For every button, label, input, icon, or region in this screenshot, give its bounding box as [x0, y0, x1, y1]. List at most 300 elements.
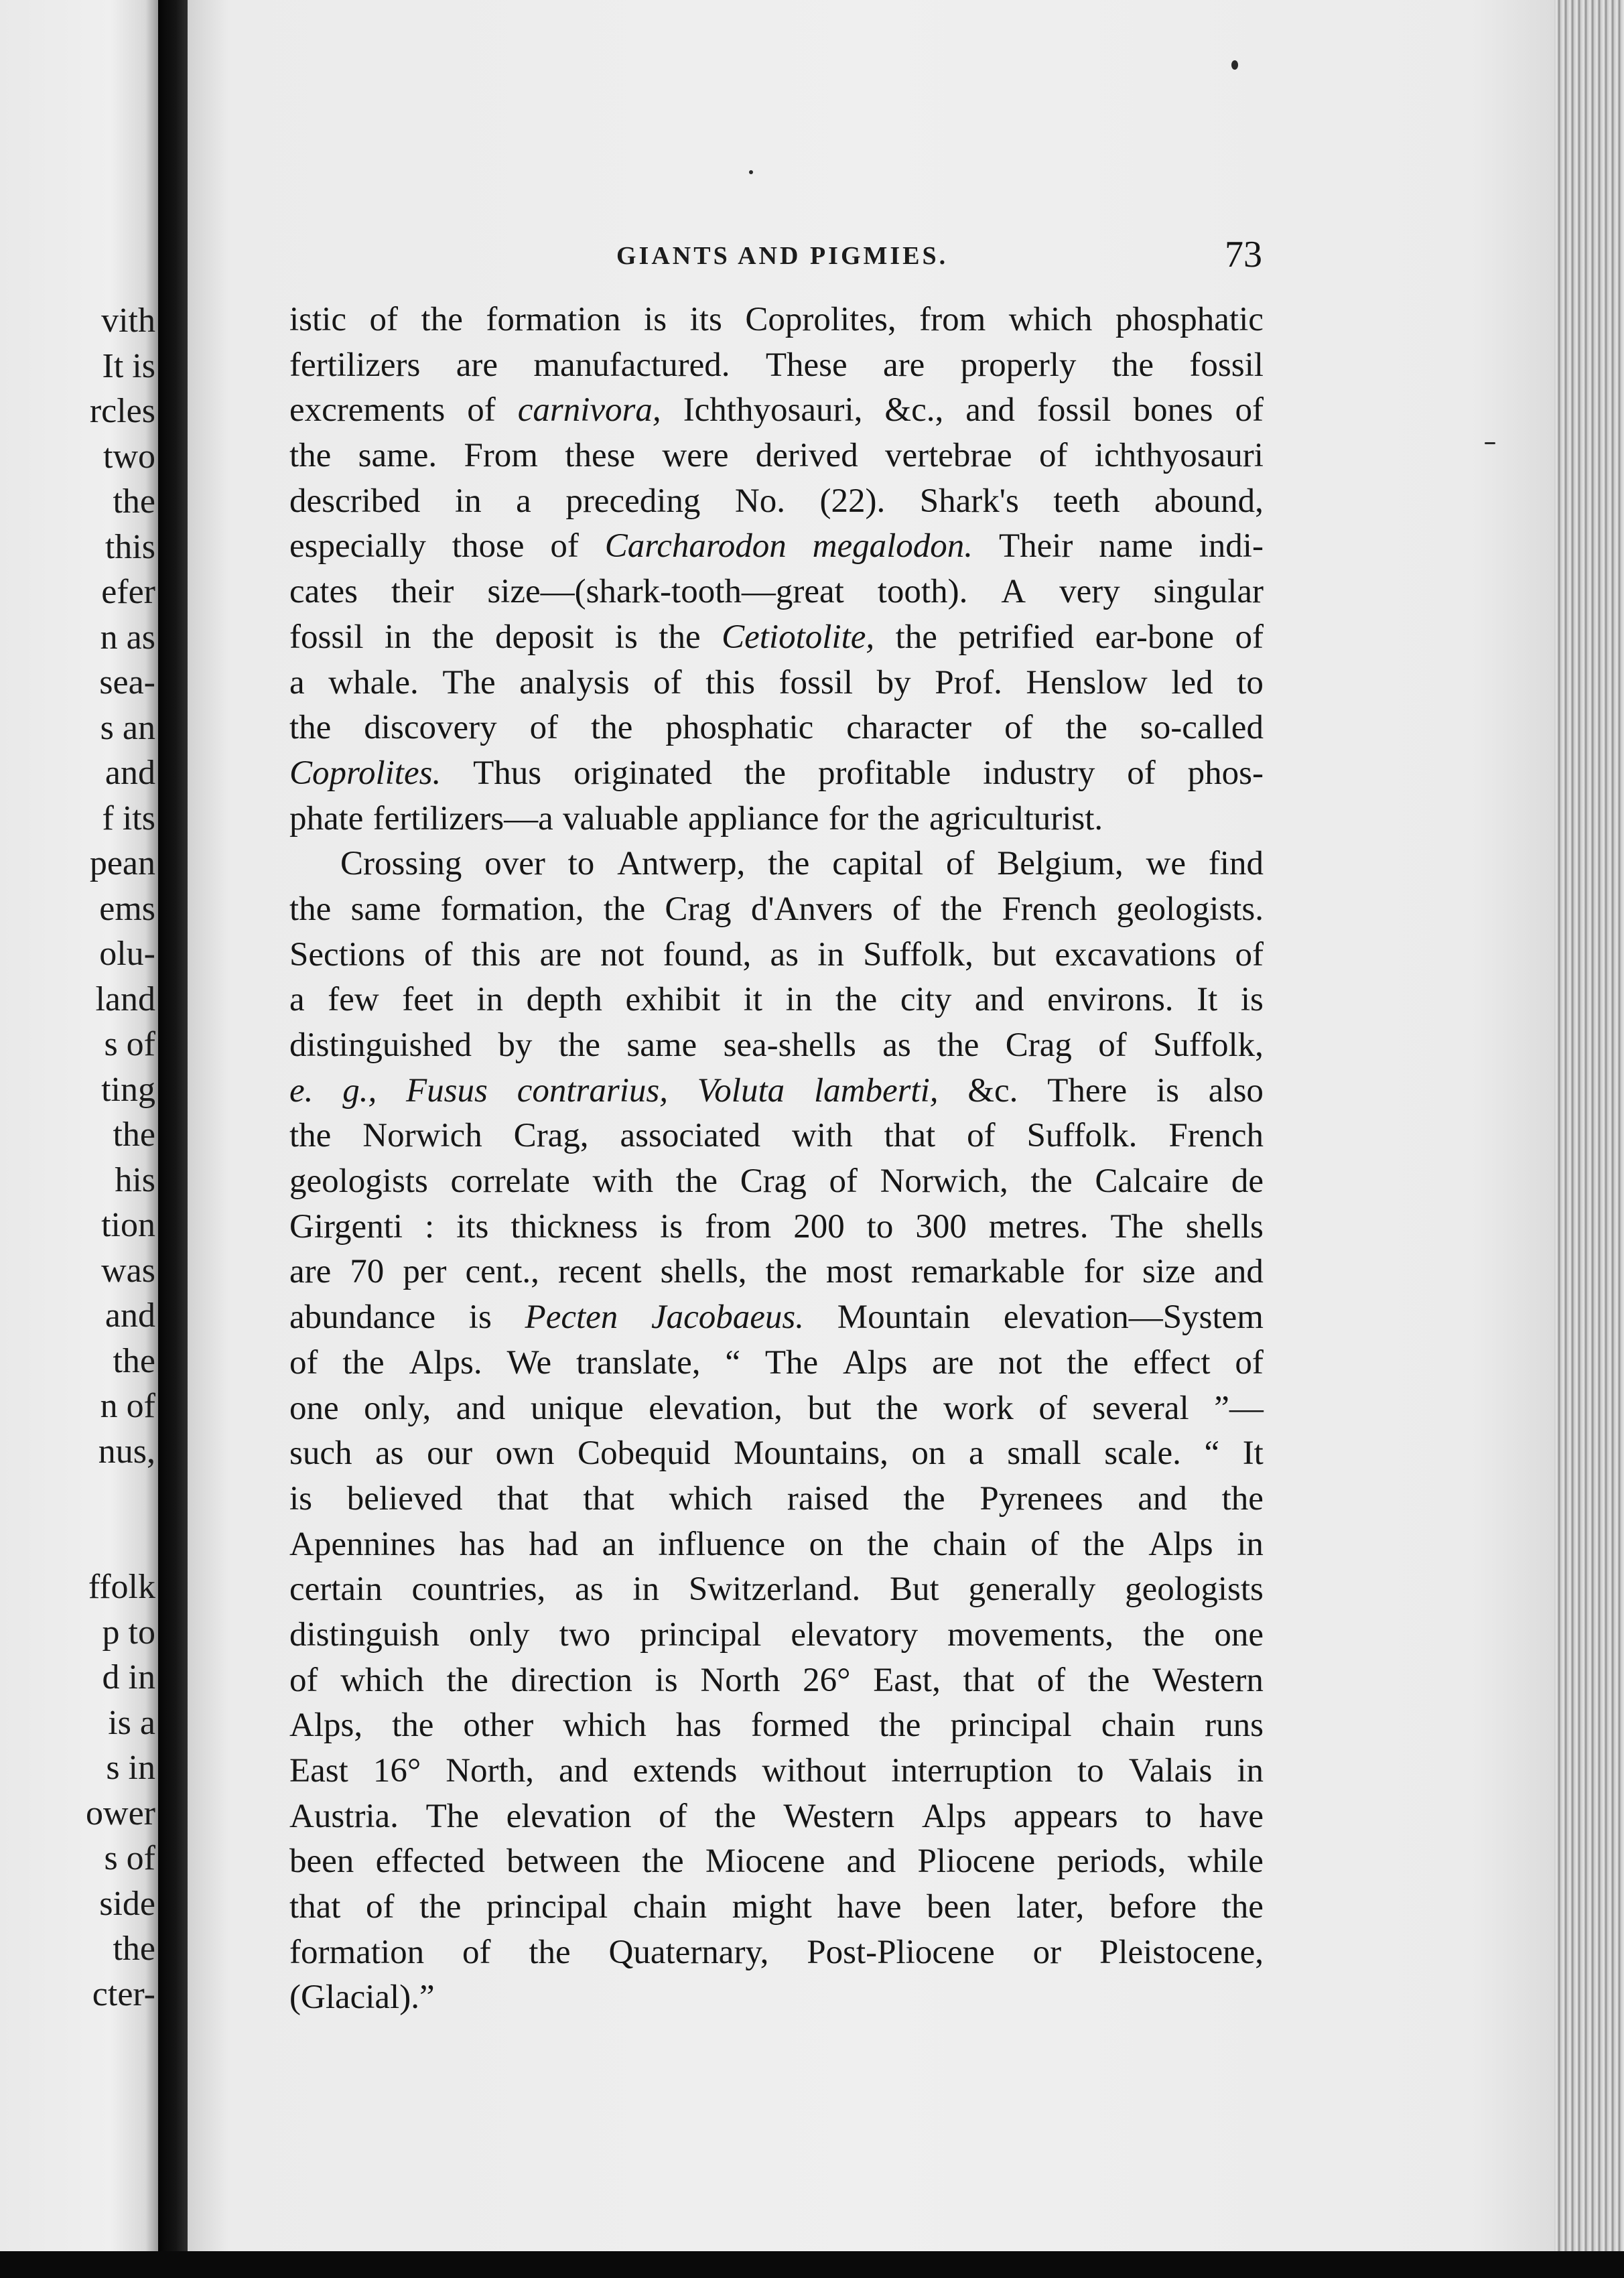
left-page-fragment	[0, 1474, 158, 1564]
word: of	[1127, 754, 1156, 792]
left-page-fragment: land	[95, 980, 155, 1018]
word: as	[575, 1570, 604, 1609]
text-line	[289, 1613, 1264, 1658]
word: movements,	[947, 1615, 1114, 1654]
word: teeth	[1053, 482, 1120, 520]
word: Pliocene	[917, 1842, 1036, 1881]
left-page-fragment: side	[99, 1884, 155, 1923]
left-page-fragment: ower	[86, 1794, 155, 1832]
word: might	[732, 1888, 812, 1926]
word: also	[1208, 1071, 1264, 1110]
word: the	[642, 1842, 684, 1881]
word: to	[1077, 1752, 1104, 1790]
word: thickness	[511, 1207, 638, 1246]
text-line	[289, 1567, 1264, 1613]
word: and	[1138, 1479, 1187, 1518]
word: appears	[1013, 1797, 1118, 1835]
text-line	[289, 1477, 1264, 1522]
word: of	[462, 1933, 491, 1971]
word: but	[807, 1389, 852, 1427]
left-page-fragment: efer	[101, 573, 155, 611]
word: Crag	[665, 890, 732, 928]
word: A	[1001, 573, 1026, 611]
word: that	[289, 1888, 341, 1926]
left-page-fragment: two	[103, 437, 155, 476]
text-line	[289, 706, 1264, 751]
word: megalodon.	[812, 527, 973, 565]
word: fertilizers	[289, 346, 421, 384]
word: de	[1231, 1162, 1264, 1201]
word: of	[1098, 1026, 1127, 1064]
word: the	[1111, 346, 1154, 384]
word: only,	[364, 1389, 431, 1427]
word: abound,	[1154, 482, 1264, 520]
word: while	[1187, 1842, 1264, 1881]
left-page-fragment: ems	[99, 889, 155, 928]
word: sea-shells	[723, 1026, 856, 1064]
word: Suffolk,	[863, 935, 973, 974]
word: for	[828, 799, 869, 838]
word: and	[965, 391, 1015, 429]
word: to	[1237, 663, 1264, 701]
text-line	[289, 887, 1264, 933]
word: character	[846, 709, 972, 747]
word: for	[1083, 1253, 1124, 1291]
word: Calcaire	[1095, 1162, 1209, 1201]
word: 26°	[803, 1661, 851, 1699]
word: of	[289, 1661, 318, 1699]
word: but	[992, 935, 1036, 974]
word: only	[468, 1615, 530, 1654]
word: periods,	[1057, 1842, 1166, 1881]
scan-speck	[749, 170, 753, 174]
word: It	[1197, 981, 1218, 1019]
word: deposit	[494, 618, 594, 656]
word: Apennines	[289, 1525, 436, 1563]
left-page-fragment: tion	[101, 1206, 155, 1244]
left-page-fragment: n as	[100, 618, 155, 657]
word: other	[463, 1706, 534, 1745]
word: shells,	[660, 1253, 747, 1291]
word: ”—	[1214, 1389, 1264, 1427]
word: have	[1199, 1797, 1264, 1835]
word: geologists	[289, 1162, 428, 1201]
word: properly	[960, 346, 1077, 384]
word: geologists	[1125, 1570, 1264, 1609]
word: is	[468, 1298, 492, 1337]
word: manufactured.	[533, 346, 730, 384]
left-page-fragment: s an	[100, 708, 155, 747]
text-line	[289, 661, 1264, 706]
word: the	[289, 709, 332, 747]
word: phate	[289, 799, 364, 838]
word: excavations	[1055, 935, 1217, 974]
word: have	[837, 1888, 902, 1926]
left-page-fragment: p to	[102, 1613, 155, 1652]
word: depth	[526, 981, 602, 1019]
text-line	[289, 1794, 1264, 1840]
word: Alps	[1148, 1525, 1213, 1563]
word: Western	[783, 1797, 895, 1835]
word: The	[764, 1343, 819, 1382]
word: without	[762, 1752, 867, 1790]
word: petrified	[958, 618, 1075, 656]
text-line	[289, 1885, 1264, 1930]
text-line	[289, 343, 1264, 389]
word: effected	[375, 1842, 485, 1881]
word: the	[1065, 709, 1107, 747]
text-line	[289, 1114, 1264, 1159]
word: fossil	[779, 663, 854, 701]
text-line	[289, 978, 1264, 1023]
text-line	[289, 1250, 1264, 1295]
page-edges	[1554, 0, 1624, 2278]
word: the	[675, 1162, 718, 1201]
word: especially	[289, 527, 426, 565]
word: described	[289, 482, 421, 520]
word: unique	[530, 1389, 624, 1427]
word: of	[945, 845, 975, 883]
word: ear-bone	[1095, 618, 1215, 656]
word: Suffolk.	[1026, 1117, 1138, 1155]
word: had	[529, 1525, 578, 1563]
word: by	[498, 1026, 533, 1064]
word: “	[725, 1343, 740, 1382]
word: raised	[787, 1479, 869, 1518]
word: Belgium,	[997, 845, 1124, 883]
word: g.,	[342, 1071, 377, 1110]
word: :	[425, 1207, 435, 1246]
word: the	[392, 1706, 434, 1745]
word: and	[558, 1752, 608, 1790]
word: 200	[793, 1207, 845, 1246]
word: in	[476, 981, 503, 1019]
text-line	[289, 570, 1264, 615]
word: fossil	[1189, 346, 1264, 384]
word: the	[867, 1525, 909, 1563]
word: fertilizers—a	[373, 799, 553, 838]
word: Girgenti	[289, 1207, 403, 1246]
word: between	[506, 1842, 621, 1881]
word: fossil	[1036, 391, 1111, 429]
word: same.	[358, 437, 437, 475]
word: over	[484, 845, 545, 883]
word: The	[442, 663, 496, 701]
left-page-fragment: sea-	[99, 663, 155, 701]
text-line	[289, 297, 1264, 343]
word: the	[937, 1026, 979, 1064]
word: the	[289, 1117, 332, 1155]
word: size	[1142, 1253, 1196, 1291]
word: interruption	[891, 1752, 1053, 1790]
word: several	[1092, 1389, 1189, 1427]
word: the	[879, 1706, 921, 1745]
word: from	[705, 1207, 772, 1246]
word: from	[919, 301, 986, 338]
word: contrarius,	[517, 1071, 668, 1110]
word: in	[817, 935, 844, 974]
text-line	[289, 1159, 1264, 1205]
word: cates	[289, 573, 358, 611]
word: these	[565, 437, 636, 475]
word: Antwerp,	[617, 845, 746, 883]
word: (Glacial).”	[289, 1979, 435, 2017]
word: and	[974, 981, 1024, 1019]
word: with	[592, 1162, 654, 1201]
word: Austria.	[289, 1797, 399, 1835]
word: It	[1242, 1434, 1264, 1473]
word: scale.	[1104, 1434, 1181, 1473]
word: not	[600, 935, 645, 974]
word: chain	[1101, 1706, 1176, 1745]
word: the	[1221, 1479, 1264, 1518]
word: associated	[620, 1117, 761, 1155]
word: countries,	[411, 1570, 546, 1609]
word: those	[452, 527, 525, 565]
scan-bottom-band	[0, 2251, 1624, 2278]
word: to	[1145, 1797, 1172, 1835]
word: the	[419, 1888, 462, 1926]
word: by	[876, 663, 911, 701]
word: East,	[873, 1661, 941, 1699]
word: Shark's	[919, 482, 1019, 520]
word: originated	[573, 754, 712, 792]
word: this	[471, 935, 521, 974]
word: Post-Pliocene	[807, 1933, 995, 1971]
word: generally	[968, 1570, 1096, 1609]
word: our	[427, 1434, 473, 1473]
word: phosphatic	[1115, 301, 1264, 338]
word: is	[614, 618, 638, 656]
word: extends	[632, 1752, 738, 1790]
word: which	[340, 1661, 424, 1699]
word: most	[825, 1253, 893, 1291]
text-line	[289, 1386, 1264, 1432]
word: of	[366, 1888, 395, 1926]
word: in	[1237, 1752, 1264, 1790]
word: of	[1038, 437, 1068, 475]
left-page-fragment: ffolk	[88, 1568, 155, 1606]
text-line	[289, 433, 1264, 479]
word: are	[289, 1253, 332, 1291]
word: Alps	[842, 1343, 908, 1382]
word: The	[425, 1797, 479, 1835]
body-text	[289, 297, 1264, 2021]
word: same	[626, 1026, 697, 1064]
word: in	[632, 1570, 660, 1609]
word: and	[456, 1389, 506, 1427]
word: are	[539, 935, 582, 974]
left-page-fragment: the	[113, 1341, 155, 1380]
word: very	[1059, 573, 1120, 611]
word: that	[497, 1479, 549, 1518]
word: an	[602, 1525, 634, 1563]
word: of	[659, 1797, 687, 1835]
word: e.	[289, 1071, 314, 1110]
left-page-fragment: s in	[106, 1749, 155, 1787]
word: Alps,	[289, 1706, 363, 1745]
word: shells	[1185, 1207, 1264, 1246]
word: Thus	[473, 754, 542, 792]
word: to	[567, 845, 595, 883]
word: as	[882, 1026, 911, 1064]
word: Jacobaeus.	[651, 1298, 805, 1337]
word: a	[289, 981, 305, 1019]
word: &c.,	[884, 391, 944, 429]
word: of	[369, 301, 399, 338]
word: principal	[486, 1888, 608, 1926]
left-page-fragment: s of	[104, 1839, 155, 1877]
word: French	[1002, 890, 1097, 928]
word: the	[895, 618, 937, 656]
left-page	[0, 0, 158, 2251]
word: are	[932, 1343, 974, 1382]
word: the	[1067, 1343, 1109, 1382]
word: the	[1030, 1162, 1073, 1201]
word: of	[467, 391, 496, 429]
left-page-fragment: vith	[101, 302, 155, 340]
word: Coprolites.	[289, 754, 442, 792]
word: of	[1036, 1661, 1066, 1699]
word: as	[770, 935, 799, 974]
left-page-fragment: It is	[102, 346, 155, 385]
word: Pleistocene,	[1099, 1933, 1264, 1971]
word: runs	[1205, 1706, 1264, 1745]
word: bones	[1133, 391, 1213, 429]
word: phos-	[1187, 754, 1264, 792]
word: on	[911, 1434, 946, 1473]
word: of	[967, 1117, 996, 1155]
word: correlate	[450, 1162, 570, 1201]
word: we	[1146, 845, 1186, 883]
word: Mountain	[837, 1298, 971, 1337]
word: been	[927, 1888, 992, 1926]
word: Crag,	[513, 1117, 589, 1155]
word: analysis	[519, 663, 630, 701]
word: Pecten	[525, 1298, 618, 1337]
word: derived	[755, 437, 858, 475]
word: to	[866, 1207, 894, 1246]
left-page-fragment: olu-	[99, 935, 155, 973]
word: the	[446, 1661, 488, 1699]
text-line	[289, 1069, 1264, 1114]
word: a	[968, 1434, 984, 1473]
word: From	[464, 437, 538, 475]
word: the	[876, 1389, 919, 1427]
word: the	[421, 301, 463, 338]
word: whale.	[328, 663, 419, 701]
word: Their	[998, 527, 1073, 565]
text-line	[289, 751, 1264, 797]
word: 16°	[373, 1752, 421, 1790]
word: chain	[933, 1525, 1007, 1563]
word: of	[424, 935, 453, 974]
word: lamberti,	[813, 1071, 939, 1110]
word: on	[809, 1525, 843, 1563]
word: cent.,	[465, 1253, 539, 1291]
left-page-fragment: nus,	[98, 1432, 155, 1471]
text-line	[289, 797, 1264, 842]
word: the	[768, 845, 810, 883]
word: of	[1235, 618, 1264, 656]
word: in	[385, 618, 411, 656]
text-line	[289, 1341, 1264, 1386]
word: small	[1007, 1434, 1081, 1473]
word: as	[375, 1434, 404, 1473]
word: the	[1221, 1888, 1264, 1926]
word: phosphatic	[665, 709, 814, 747]
word: Alps.	[409, 1343, 482, 1382]
word: Prof.	[935, 663, 1002, 701]
word: the	[1083, 1525, 1125, 1563]
word: elevatory	[791, 1615, 919, 1654]
word: Crag	[740, 1162, 807, 1201]
text-line	[289, 1023, 1264, 1069]
text-line	[289, 933, 1264, 978]
word: Miocene	[705, 1842, 825, 1881]
word: the	[878, 799, 920, 838]
word: Norwich	[362, 1117, 482, 1155]
left-page-fragment: s of	[104, 1025, 155, 1063]
word: Henslow	[1026, 663, 1148, 701]
word: the	[903, 1479, 945, 1518]
word: the	[659, 618, 701, 656]
word: North	[700, 1661, 781, 1699]
word: their	[391, 573, 454, 611]
word: been	[289, 1842, 354, 1881]
left-page-fragment: and	[105, 754, 155, 792]
word: Sections	[289, 935, 405, 974]
word: that	[583, 1479, 634, 1518]
word: distinguished	[289, 1026, 472, 1064]
book-gutter	[158, 0, 188, 2278]
word: Valais	[1128, 1752, 1213, 1790]
word: d'Anvers	[750, 890, 873, 928]
word: of	[1235, 391, 1264, 429]
word: the	[558, 1026, 601, 1064]
word: Western	[1152, 1661, 1264, 1699]
word: Cetiotolite,	[722, 618, 875, 656]
running-head: GIANTS AND PIGMIES.	[616, 242, 949, 270]
word: the	[591, 709, 633, 747]
text-line	[289, 388, 1264, 433]
scan-speck	[1485, 442, 1495, 444]
word: industry	[983, 754, 1095, 792]
word: Fusus	[406, 1071, 488, 1110]
word: and	[846, 1842, 896, 1881]
text-line	[289, 479, 1264, 525]
word: elevation—System	[1003, 1298, 1264, 1337]
word: principal	[640, 1615, 762, 1654]
word: distinguish	[289, 1615, 439, 1654]
word: capital	[832, 845, 924, 883]
word: environs.	[1047, 981, 1174, 1019]
word: in	[454, 482, 482, 520]
word: Carcharodon	[604, 527, 787, 565]
word: its	[456, 1207, 489, 1246]
left-page-fragment: the	[113, 482, 155, 521]
word: elevation,	[649, 1389, 783, 1427]
word: Crossing	[340, 845, 462, 883]
word: Alps	[921, 1797, 987, 1835]
word: in	[1237, 1525, 1264, 1563]
word: that	[963, 1661, 1015, 1699]
word: per	[403, 1253, 447, 1291]
word: a	[289, 663, 305, 701]
word: fossil	[289, 618, 364, 656]
word: feet	[402, 981, 454, 1019]
word: North,	[446, 1752, 534, 1790]
